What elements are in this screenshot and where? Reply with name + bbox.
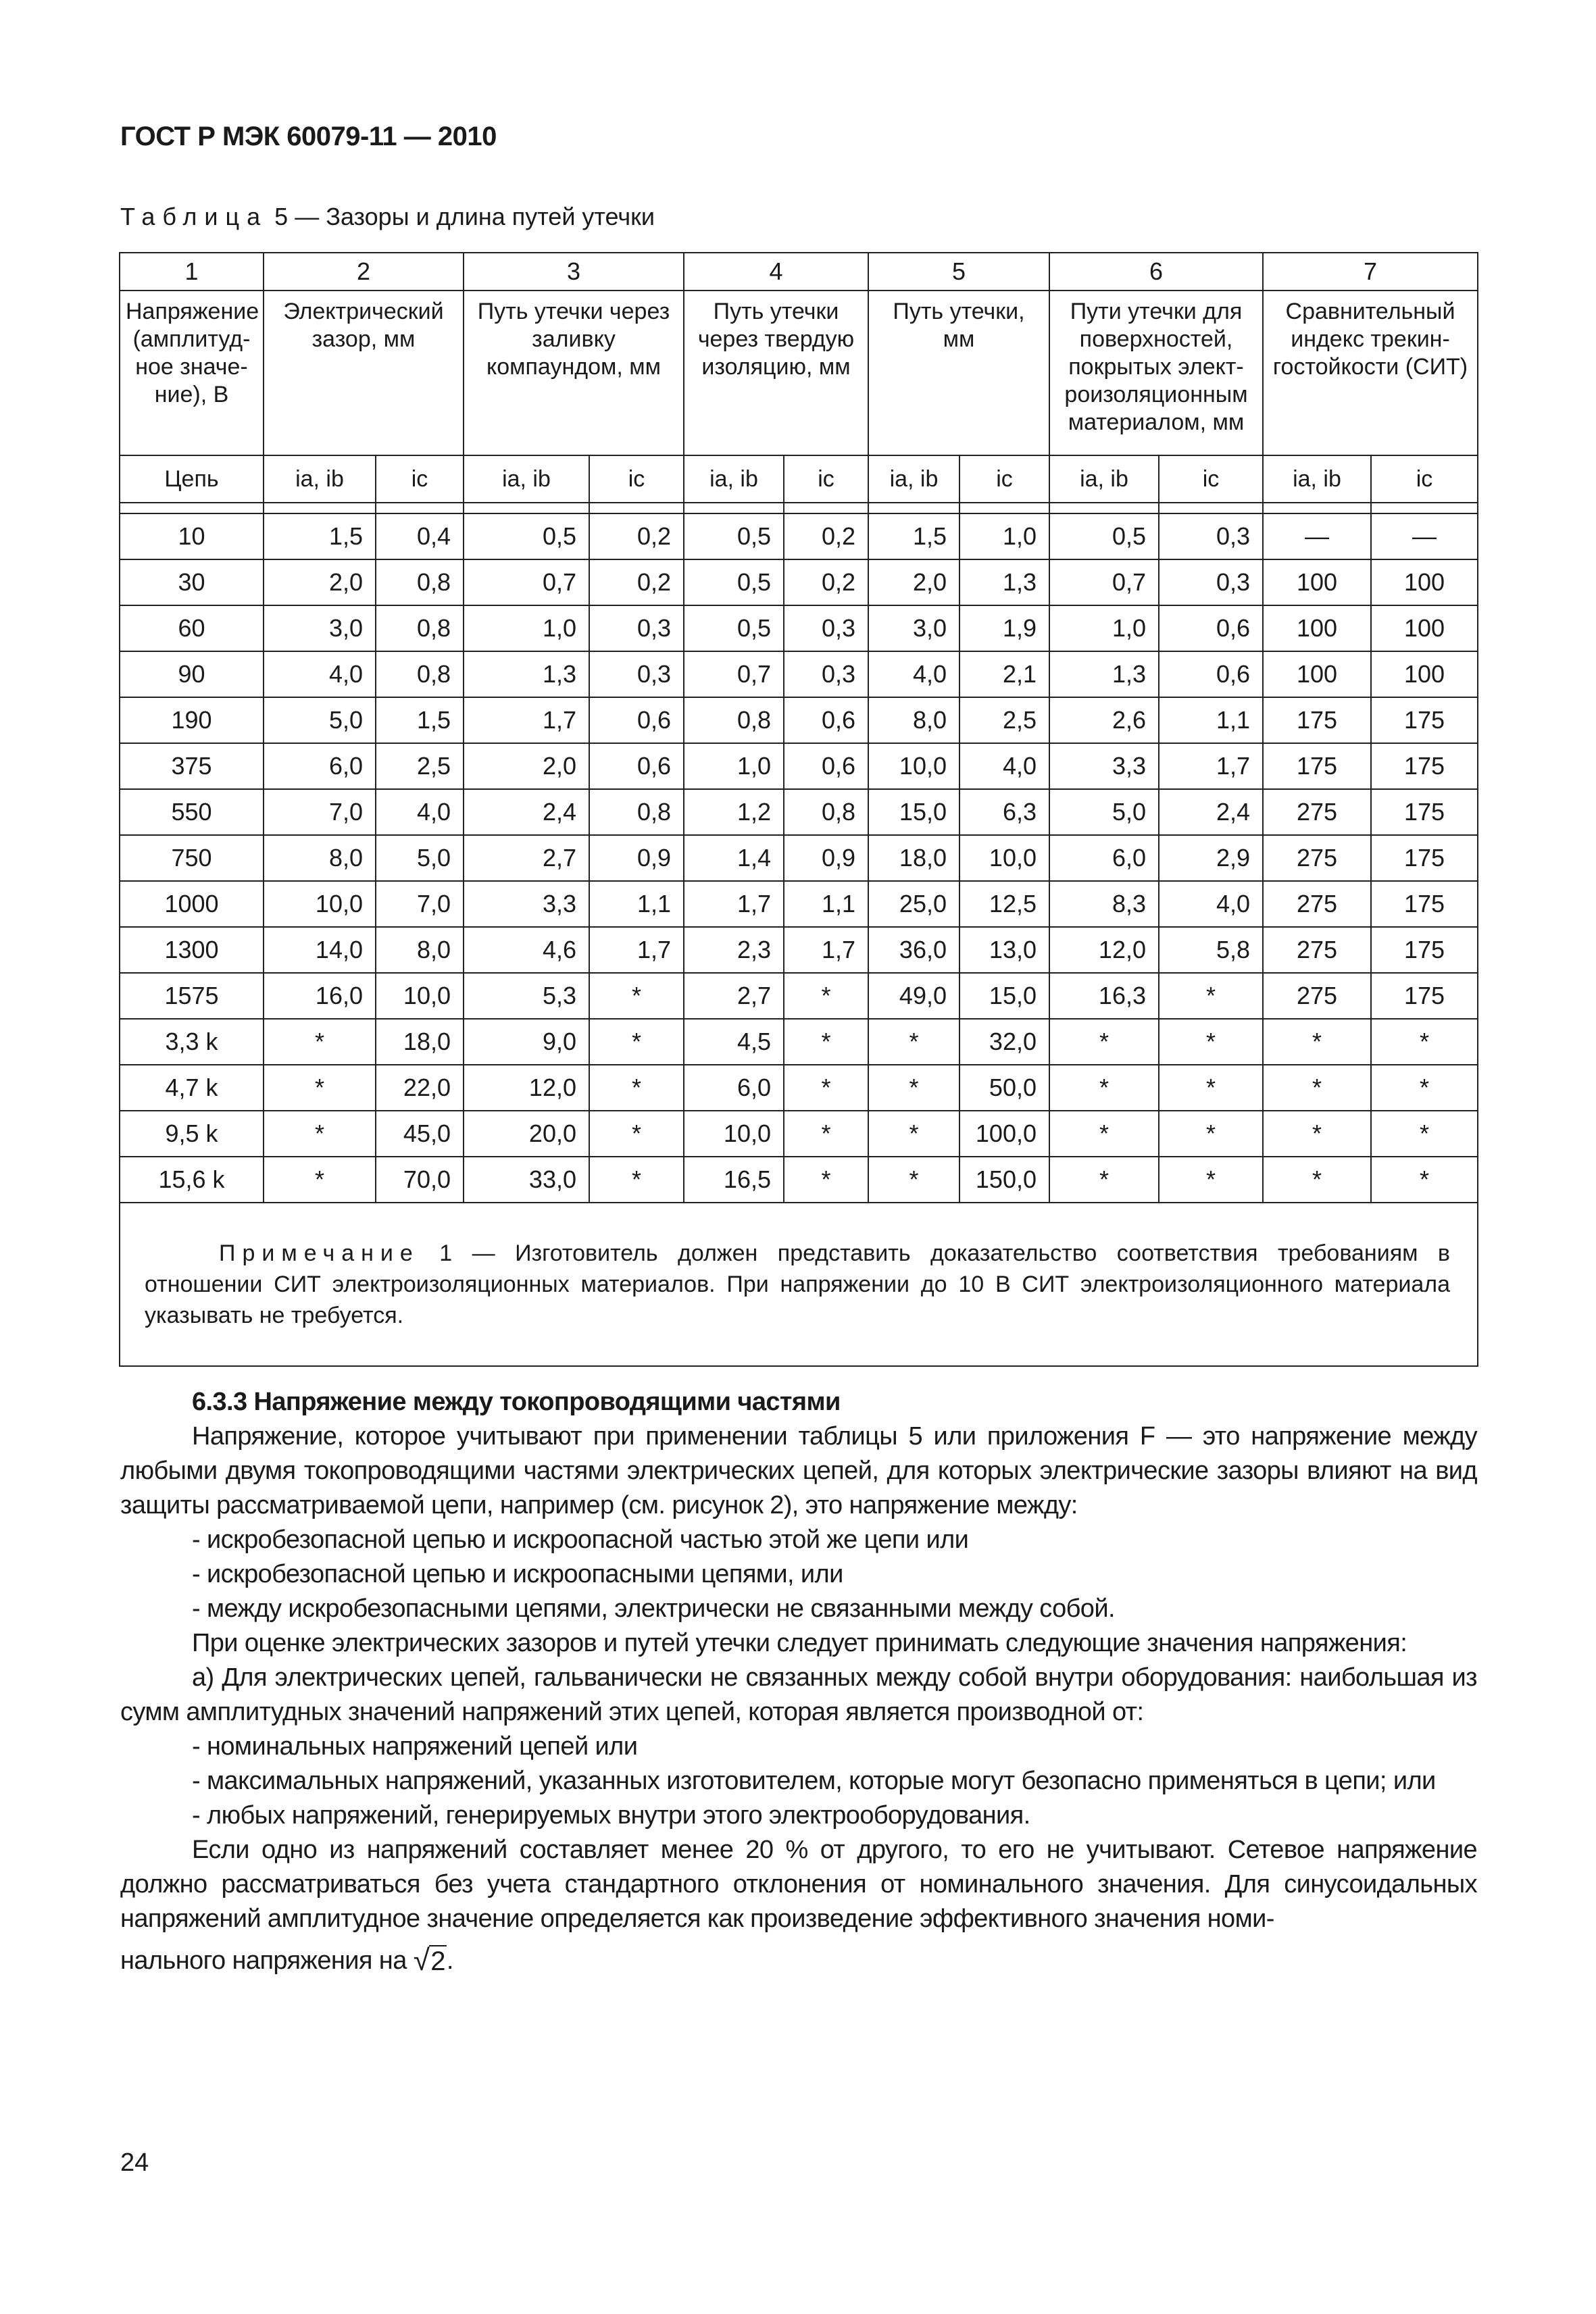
table-cell: * <box>1371 1157 1478 1203</box>
table-cell: 1,5 <box>264 513 376 559</box>
table-cell: * <box>1159 1157 1263 1203</box>
table-cell: 1,7 <box>684 881 784 927</box>
table-cell: * <box>264 1157 376 1203</box>
table-cell: 0,8 <box>589 789 684 835</box>
table-cell: 9,0 <box>464 1019 589 1065</box>
column-number: 5 <box>868 253 1049 291</box>
table-cell: 0,3 <box>1159 559 1263 605</box>
table-cell: 18,0 <box>868 835 959 881</box>
table-cell: 175 <box>1371 835 1478 881</box>
table-cell: 100 <box>1263 605 1371 651</box>
table-cell: 6,0 <box>264 743 376 789</box>
table-cell: 10,0 <box>264 881 376 927</box>
table-cell: 70,0 <box>376 1157 464 1203</box>
table-cell: 2,0 <box>464 743 589 789</box>
table-row <box>120 1019 1478 1065</box>
table-cell: * <box>1371 1019 1478 1065</box>
table-cell: 2,5 <box>959 697 1049 743</box>
table-cell: 100 <box>1263 559 1371 605</box>
table-row <box>120 881 1478 927</box>
table-row <box>120 1157 1478 1203</box>
table-cell: * <box>589 1111 684 1157</box>
table-cell: 0,2 <box>784 513 868 559</box>
table-cell: 8,0 <box>376 927 464 973</box>
table-cell: * <box>1159 1111 1263 1157</box>
table-cell: * <box>784 1111 868 1157</box>
table-cell: 175 <box>1263 697 1371 743</box>
table-cell: 0,8 <box>376 651 464 697</box>
table-cell: 1,1 <box>1159 697 1263 743</box>
table-cell: 1,1 <box>589 881 684 927</box>
table-cell: 0,8 <box>684 697 784 743</box>
table-cell: 4,0 <box>959 743 1049 789</box>
table-cell: 0,6 <box>784 697 868 743</box>
table-cell: 0,7 <box>684 651 784 697</box>
table-cell: 10,0 <box>868 743 959 789</box>
table-cell: 10 <box>120 513 264 559</box>
table-cell: 1,7 <box>464 697 589 743</box>
table-cell: 3,3 <box>464 881 589 927</box>
table-cell: 175 <box>1371 973 1478 1019</box>
subheader-cell: ia, ib <box>464 455 589 503</box>
table-cell: 375 <box>120 743 264 789</box>
subheader-cell: ic <box>376 455 464 503</box>
table-cell: 0,5 <box>1049 513 1159 559</box>
table-cell: 100 <box>1371 651 1478 697</box>
section-paragraph: - искробезопасной цепью и искроопасной частью этой же цепи или <box>192 1526 969 1554</box>
table-cell: 3,0 <box>264 605 376 651</box>
table-cell: 275 <box>1263 927 1371 973</box>
table-cell: 50,0 <box>959 1065 1049 1111</box>
spacer-cell <box>120 503 264 513</box>
table-cell: 0,9 <box>589 835 684 881</box>
table-cell: 20,0 <box>464 1111 589 1157</box>
table-row <box>120 651 1478 697</box>
section-paragraph: - между искробезопасными цепями, электрически не связанными между собой. <box>192 1594 1115 1623</box>
table-cell: 0,3 <box>589 651 684 697</box>
table-cell: * <box>589 1019 684 1065</box>
table-cell: 5,0 <box>376 835 464 881</box>
table-cell: 0,7 <box>464 559 589 605</box>
table-cell: 0,4 <box>376 513 464 559</box>
table-caption <box>120 203 655 231</box>
table-cell: * <box>1159 1065 1263 1111</box>
sqrt-expression <box>414 1943 447 1979</box>
table-cell: 550 <box>120 789 264 835</box>
table-cell: 175 <box>1371 743 1478 789</box>
spacer-cell <box>1263 503 1371 513</box>
table-cell: * <box>589 973 684 1019</box>
table-cell: * <box>1263 1157 1371 1203</box>
table-cell: 1,2 <box>684 789 784 835</box>
column-header: Напряжение (амплитуд-ное значе-ние), В <box>120 291 264 455</box>
table-cell: 5,0 <box>264 697 376 743</box>
subheader-cell: ia, ib <box>684 455 784 503</box>
table-cell: — <box>1263 513 1371 559</box>
table-cell: 10,0 <box>959 835 1049 881</box>
note-text: 1 — Изготовитель должен представить доказательство соответствия требованиям в отношении СИТ электроизоляционных материалов. При напряжении до 10 В СИТ электроизоляционного материала указывать не требуется. <box>145 1240 1450 1328</box>
table-cell: 1000 <box>120 881 264 927</box>
table-cell: 8,3 <box>1049 881 1159 927</box>
table-cell: 4,7 k <box>120 1065 264 1111</box>
column-number: 1 <box>120 253 264 291</box>
table-cell: 18,0 <box>376 1019 464 1065</box>
table-cell: 6,3 <box>959 789 1049 835</box>
subheader-cell: Цепь <box>120 455 264 503</box>
table-cell: 1,0 <box>1049 605 1159 651</box>
spacer-cell <box>264 503 376 513</box>
table-cell: 4,0 <box>376 789 464 835</box>
table-cell: 4,0 <box>264 651 376 697</box>
column-header: Путь утечки через заливку компаундом, мм <box>464 291 684 455</box>
table-cell: 0,2 <box>589 559 684 605</box>
table-cell: 2,7 <box>684 973 784 1019</box>
table-row <box>120 973 1478 1019</box>
table-cell: 175 <box>1371 881 1478 927</box>
table-cell: 100 <box>1263 651 1371 697</box>
table-cell: 100 <box>1371 559 1478 605</box>
table-cell: 25,0 <box>868 881 959 927</box>
sqrt-period: . <box>446 1946 453 1975</box>
table-row <box>120 1065 1478 1111</box>
table-cell: 0,5 <box>464 513 589 559</box>
note-lead: Примечание <box>219 1240 420 1266</box>
table-cell: 0,2 <box>784 559 868 605</box>
table-cell: 1,5 <box>376 697 464 743</box>
table-cell: 90 <box>120 651 264 697</box>
table-cell: 0,3 <box>1159 513 1263 559</box>
last-line-text: нального напряжения на <box>120 1946 407 1975</box>
column-header: Путь утечки, мм <box>868 291 1049 455</box>
table-cell: 275 <box>1263 881 1371 927</box>
table-cell: 1,7 <box>1159 743 1263 789</box>
table-cell: 15,6 k <box>120 1157 264 1203</box>
table-cell: 0,5 <box>684 559 784 605</box>
section-paragraph: Если одно из напряжений составляет менее 20 % от другого, то его не учитывают. Сетевое напряжение должно рассматриваться без учета стандартного отклонения от номинального значения. Для синусоидальных напряжений амплитудное значение определяется как произведение эффективного значения номи- <box>120 1836 1477 1933</box>
table-cell: * <box>589 1157 684 1203</box>
column-number: 7 <box>1263 253 1478 291</box>
spacer-cell <box>684 503 784 513</box>
table-cell: 4,5 <box>684 1019 784 1065</box>
table-cell: 6,0 <box>1049 835 1159 881</box>
subheader-cell: ic <box>589 455 684 503</box>
table-cell: 100,0 <box>959 1111 1049 1157</box>
caption-lead: Таблица <box>120 203 268 230</box>
table-cell: * <box>264 1019 376 1065</box>
table-cell: 10,0 <box>376 973 464 1019</box>
sqrt-value: 2 <box>430 1946 445 1976</box>
table-cell: * <box>1263 1065 1371 1111</box>
table-cell: 60 <box>120 605 264 651</box>
column-header: Сравнительный индекс трекин-гостойкости (СИТ) <box>1263 291 1478 455</box>
table-cell: 22,0 <box>376 1065 464 1111</box>
table-cell: 175 <box>1371 927 1478 973</box>
subheader-cell: ic <box>959 455 1049 503</box>
table-cell: 2,6 <box>1049 697 1159 743</box>
section-paragraph: - максимальных напряжений, указанных изготовителем, которые могут безопасно применяться в цепи; или <box>192 1767 1436 1795</box>
clearance-table <box>119 252 1478 1367</box>
table-cell: * <box>784 973 868 1019</box>
subheader-cell: ia, ib <box>868 455 959 503</box>
table-cell: * <box>784 1019 868 1065</box>
note-row <box>120 1203 1478 1366</box>
table-cell: 150,0 <box>959 1157 1049 1203</box>
table-cell: 2,7 <box>464 835 589 881</box>
subheader-cell: ic <box>784 455 868 503</box>
table-cell: 1,4 <box>684 835 784 881</box>
table-cell: 0,8 <box>784 789 868 835</box>
table-cell: 2,0 <box>264 559 376 605</box>
spacer-cell <box>1159 503 1263 513</box>
table-cell: 2,4 <box>1159 789 1263 835</box>
table-cell: * <box>868 1065 959 1111</box>
table-cell: — <box>1371 513 1478 559</box>
table-cell: 0,5 <box>684 605 784 651</box>
table-cell: 16,0 <box>264 973 376 1019</box>
table-cell: 4,0 <box>1159 881 1263 927</box>
table-cell: 0,9 <box>784 835 868 881</box>
section-6-3-3 <box>120 1385 1477 1979</box>
table-cell: 10,0 <box>684 1111 784 1157</box>
table-cell: * <box>1049 1019 1159 1065</box>
column-number: 4 <box>684 253 868 291</box>
subheader-cell: ia, ib <box>1263 455 1371 503</box>
table-row <box>120 513 1478 559</box>
table-cell: 1,7 <box>784 927 868 973</box>
table-cell: 5,8 <box>1159 927 1263 973</box>
section-paragraph: - искробезопасной цепью и искроопасными цепями, или <box>192 1560 843 1588</box>
table-cell: * <box>784 1157 868 1203</box>
table-cell: 0,6 <box>784 743 868 789</box>
table-cell: 1,3 <box>464 651 589 697</box>
table-cell: 49,0 <box>868 973 959 1019</box>
table-cell: * <box>868 1111 959 1157</box>
table-cell: 13,0 <box>959 927 1049 973</box>
table-cell: 5,3 <box>464 973 589 1019</box>
table-cell: 2,4 <box>464 789 589 835</box>
table-cell: 0,6 <box>1159 651 1263 697</box>
spacer-row <box>120 503 1478 513</box>
table-cell: 12,0 <box>1049 927 1159 973</box>
sqrt-line <box>120 1943 1477 1979</box>
table-cell: 8,0 <box>868 697 959 743</box>
table-cell: 0,7 <box>1049 559 1159 605</box>
table-cell: 1,0 <box>959 513 1049 559</box>
table-cell: 7,0 <box>376 881 464 927</box>
table-cell: 0,6 <box>1159 605 1263 651</box>
table-row <box>120 743 1478 789</box>
table-note <box>120 1203 1478 1366</box>
column-number-row <box>120 253 1478 291</box>
table-row <box>120 559 1478 605</box>
column-number: 3 <box>464 253 684 291</box>
spacer-cell <box>589 503 684 513</box>
table-cell: 45,0 <box>376 1111 464 1157</box>
table-cell: 7,0 <box>264 789 376 835</box>
table-cell: 750 <box>120 835 264 881</box>
table-cell: 175 <box>1371 697 1478 743</box>
table-cell: * <box>1371 1065 1478 1111</box>
section-paragraphs <box>120 1419 1477 1936</box>
sqrt-sign: √ <box>413 1944 430 1977</box>
table-cell: 1,5 <box>868 513 959 559</box>
subheader-cell: ic <box>1371 455 1478 503</box>
table-cell: 32,0 <box>959 1019 1049 1065</box>
table-row <box>120 789 1478 835</box>
table-cell: 0,8 <box>376 605 464 651</box>
table-row <box>120 835 1478 881</box>
table-cell: 36,0 <box>868 927 959 973</box>
table-cell: 0,6 <box>589 743 684 789</box>
table-cell: 30 <box>120 559 264 605</box>
table-cell: * <box>1263 1019 1371 1065</box>
column-header: Электрический зазор, мм <box>264 291 464 455</box>
table-cell: 1,7 <box>589 927 684 973</box>
table-cell: * <box>868 1157 959 1203</box>
column-header: Пути утечки для поверхностей, покрытых элект-роизоляционным материалом, мм <box>1049 291 1263 455</box>
table-cell: 0,5 <box>684 513 784 559</box>
table-cell: 1575 <box>120 973 264 1019</box>
table-cell: 16,5 <box>684 1157 784 1203</box>
column-header: Путь утечки через твердую изоляцию, мм <box>684 291 868 455</box>
table-cell: * <box>1049 1111 1159 1157</box>
table-cell: 3,3 k <box>120 1019 264 1065</box>
table-cell: 1,0 <box>684 743 784 789</box>
spacer-cell <box>376 503 464 513</box>
table-cell: 0,8 <box>376 559 464 605</box>
standard-header: ГОСТ Р МЭК 60079-11 — 2010 <box>120 122 497 151</box>
table-cell: 1,1 <box>784 881 868 927</box>
table-cell: * <box>868 1019 959 1065</box>
table-cell: 275 <box>1263 835 1371 881</box>
table-cell: 4,6 <box>464 927 589 973</box>
table-cell: 0,6 <box>589 697 684 743</box>
table-row <box>120 697 1478 743</box>
table-row <box>120 927 1478 973</box>
spacer-cell <box>868 503 959 513</box>
column-number: 6 <box>1049 253 1263 291</box>
table-cell: * <box>1159 1019 1263 1065</box>
table-cell: 12,0 <box>464 1065 589 1111</box>
table-cell: 2,5 <box>376 743 464 789</box>
section-paragraph: Напряжение, которое учитывают при применении таблицы 5 или приложения F — это напряжение между любыми двумя токопроводящими частями электрических цепей, для которых электрические зазоры влияют на вид защиты рассматриваемой цепи, например (см. рисунок 2), это напряжение между: <box>120 1422 1477 1519</box>
section-paragraph: - номинальных напряжений цепей или <box>192 1732 638 1761</box>
table-cell: * <box>589 1065 684 1111</box>
table-cell: * <box>1049 1157 1159 1203</box>
table-cell: 5,0 <box>1049 789 1159 835</box>
table-cell: 0,3 <box>589 605 684 651</box>
table-cell: * <box>784 1065 868 1111</box>
subheader-cell: ic <box>1159 455 1263 503</box>
table-cell: 1,0 <box>464 605 589 651</box>
table-cell: 1300 <box>120 927 264 973</box>
table-cell: 2,3 <box>684 927 784 973</box>
section-paragraph: а) Для электрических цепей, гальванически не связанных между собой внутри оборудования: наибольшая из сумм амплитудных значений напряжений этих цепей, которая является производной от: <box>120 1663 1477 1726</box>
table-cell: 2,9 <box>1159 835 1263 881</box>
table-cell: * <box>1159 973 1263 1019</box>
table-cell: 0,3 <box>784 651 868 697</box>
table-cell: 100 <box>1371 605 1478 651</box>
table-cell: 1,9 <box>959 605 1049 651</box>
spacer-cell <box>1049 503 1159 513</box>
section-paragraph: При оценке электрических зазоров и путей утечки следует принимать следующие значения напряжения: <box>192 1629 1407 1657</box>
table-cell: 14,0 <box>264 927 376 973</box>
spacer-cell <box>464 503 589 513</box>
column-number: 2 <box>264 253 464 291</box>
table-cell: 6,0 <box>684 1065 784 1111</box>
table-cell: 2,0 <box>868 559 959 605</box>
subheader-cell: ia, ib <box>1049 455 1159 503</box>
page-number: 24 <box>120 2148 149 2177</box>
table-cell: 190 <box>120 697 264 743</box>
table-cell: 2,1 <box>959 651 1049 697</box>
table-cell: 0,3 <box>784 605 868 651</box>
table-cell: * <box>1049 1065 1159 1111</box>
table-cell: 9,5 k <box>120 1111 264 1157</box>
section-title: 6.3.3 Напряжение между токопроводящими частями <box>192 1388 841 1416</box>
table-cell: 15,0 <box>868 789 959 835</box>
subheader-cell: ia, ib <box>264 455 376 503</box>
table-cell: 3,0 <box>868 605 959 651</box>
column-header-row <box>120 291 1478 455</box>
table-row <box>120 1111 1478 1157</box>
table-cell: * <box>264 1065 376 1111</box>
caption-text: 5 — Зазоры и длина путей утечки <box>274 203 655 230</box>
table-cell: 275 <box>1263 789 1371 835</box>
table-cell: 175 <box>1371 789 1478 835</box>
spacer-cell <box>959 503 1049 513</box>
table-cell: * <box>264 1111 376 1157</box>
table-cell: 15,0 <box>959 973 1049 1019</box>
table-cell: 12,5 <box>959 881 1049 927</box>
table-cell: 3,3 <box>1049 743 1159 789</box>
table-cell: 275 <box>1263 973 1371 1019</box>
table-cell: 16,3 <box>1049 973 1159 1019</box>
section-paragraph: - любых напряжений, генерируемых внутри этого электрооборудования. <box>192 1801 1030 1830</box>
table-cell: 0,2 <box>589 513 684 559</box>
table-cell: * <box>1371 1111 1478 1157</box>
spacer-cell <box>1371 503 1478 513</box>
table-cell: 1,3 <box>1049 651 1159 697</box>
spacer-cell <box>784 503 868 513</box>
table-cell: 4,0 <box>868 651 959 697</box>
circuit-subheader-row <box>120 455 1478 503</box>
table-cell: * <box>1263 1111 1371 1157</box>
table-cell: 175 <box>1263 743 1371 789</box>
table-row <box>120 605 1478 651</box>
table-cell: 33,0 <box>464 1157 589 1203</box>
table-cell: 1,3 <box>959 559 1049 605</box>
table-cell: 8,0 <box>264 835 376 881</box>
